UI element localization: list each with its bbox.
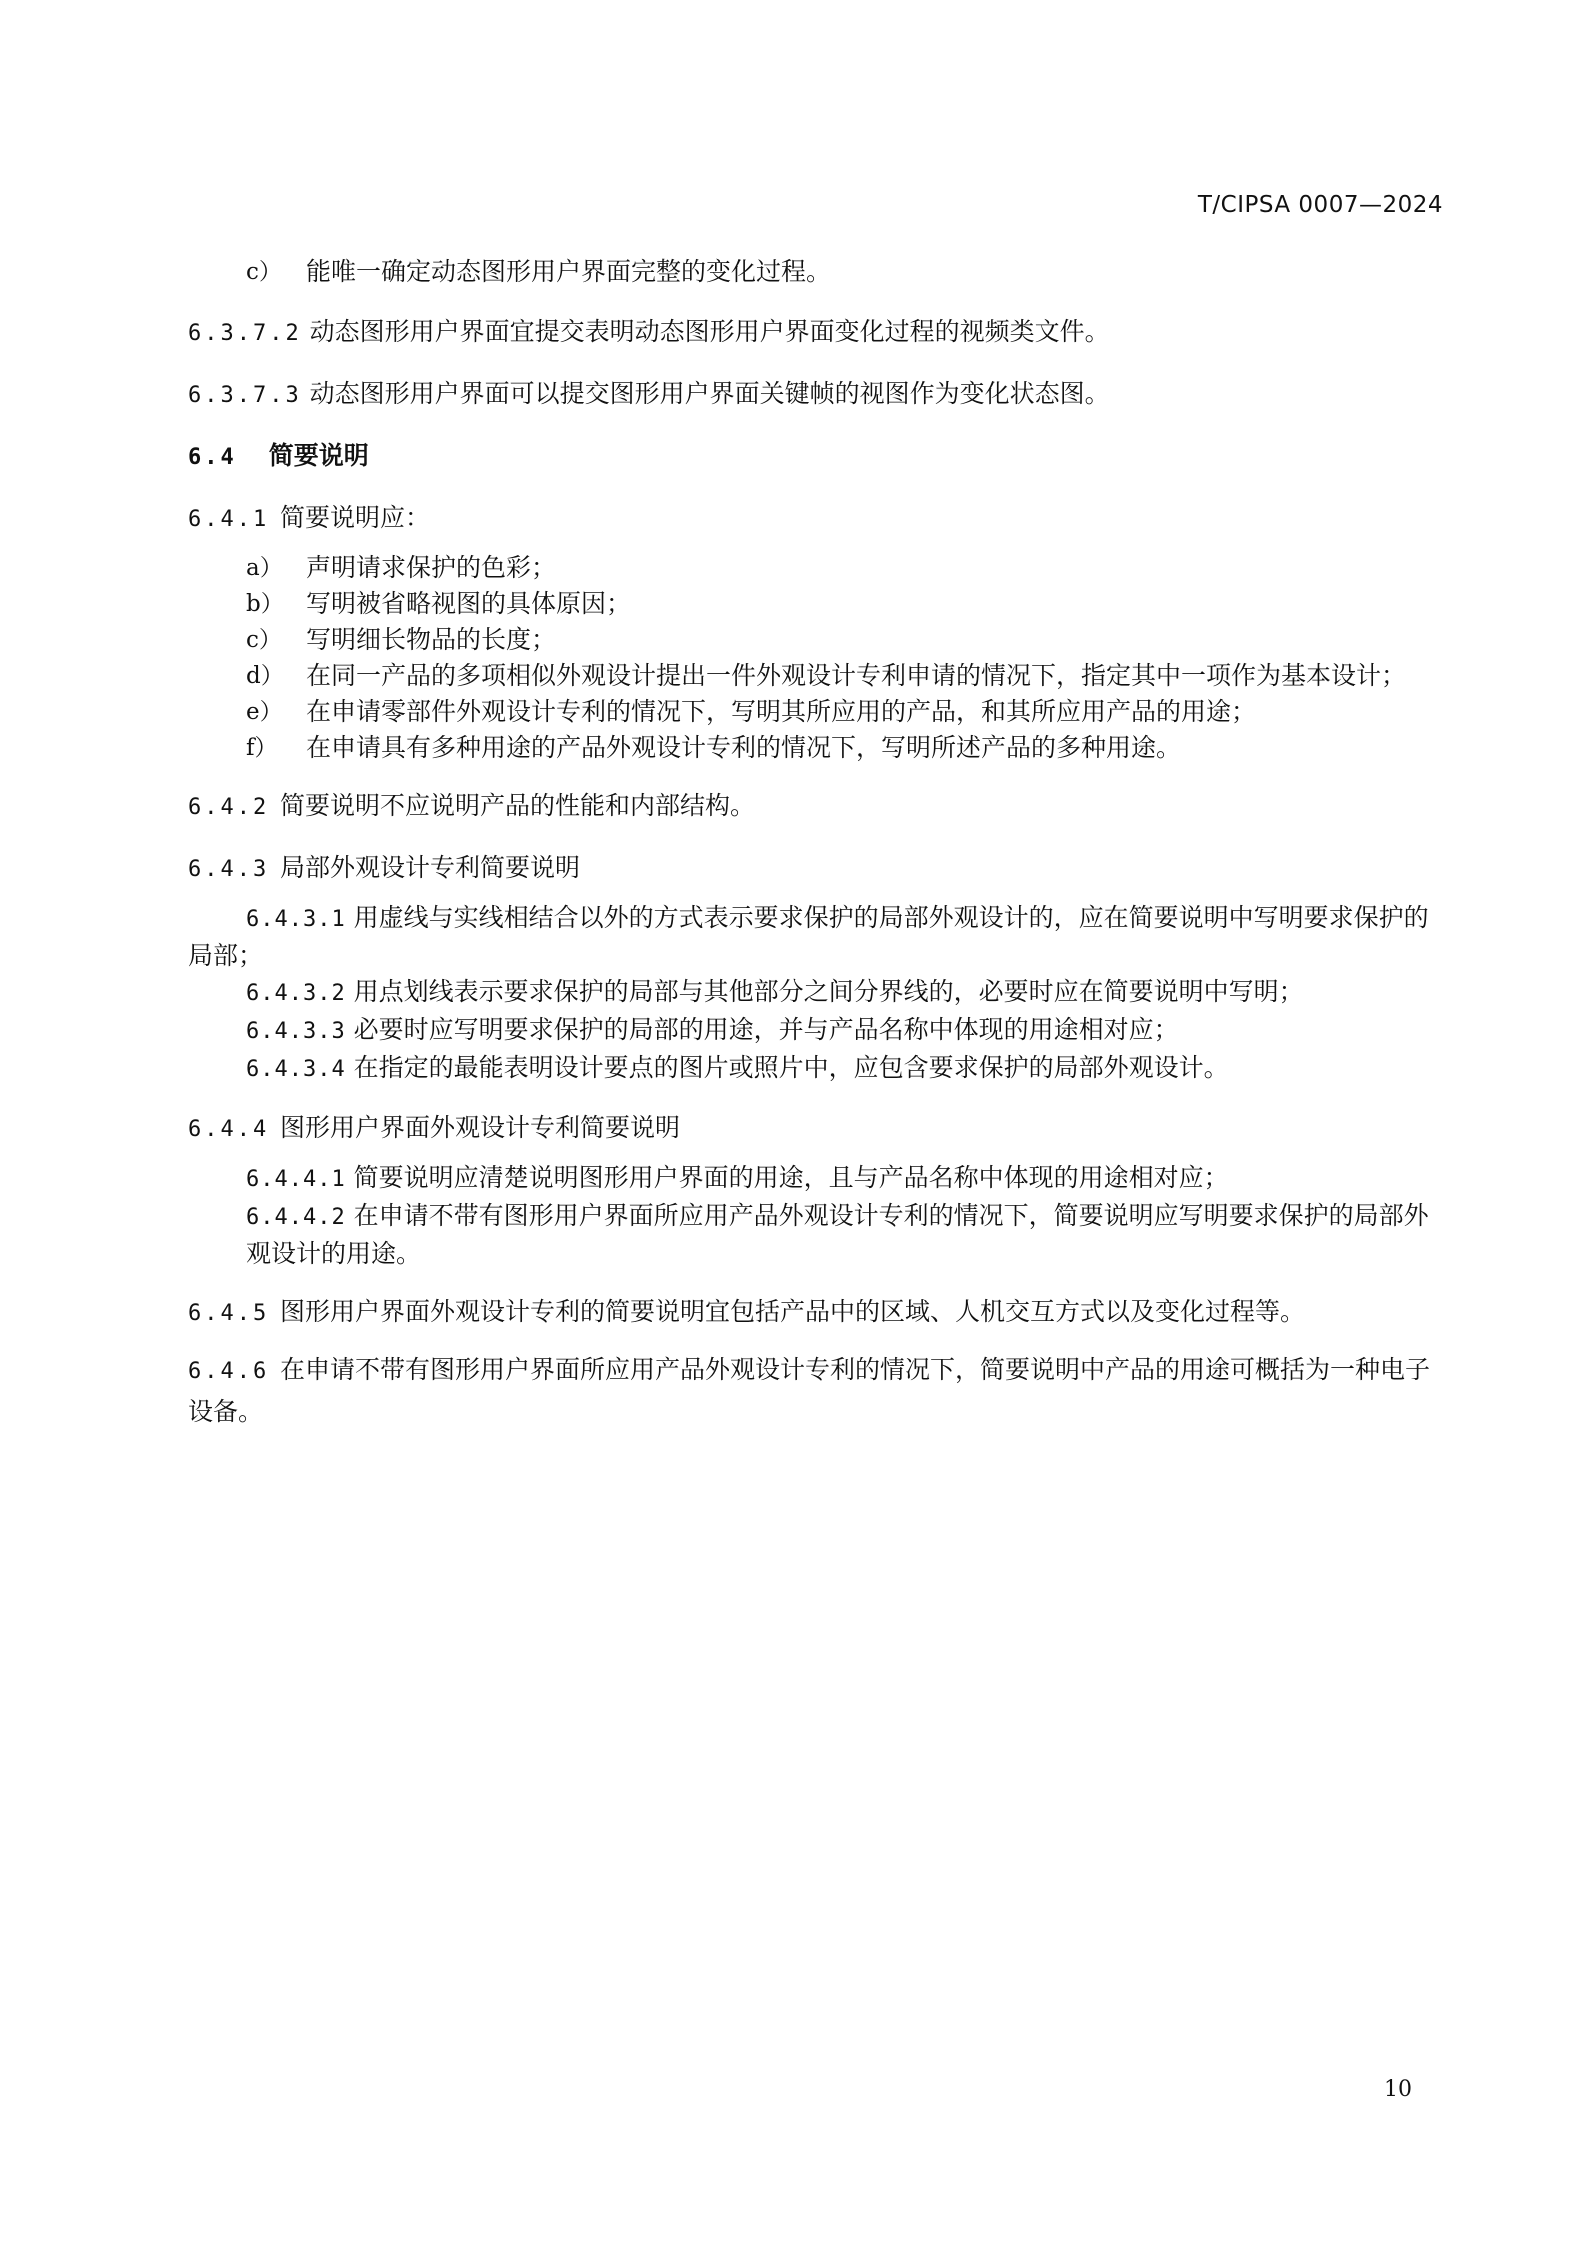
list-item-c (188, 622, 1445, 658)
clause-number: 6.4.5 (188, 1301, 270, 1326)
subclause-text: 简要说明应清楚说明图形用户界面的用途，且与产品名称中体现的用途相对应； (353, 1163, 1229, 1192)
list-item-b (188, 586, 1445, 622)
clause-text: 图形用户界面外观设计专利的简要说明宜包括产品中的区域、人机交互方式以及变化过程等。 (279, 1297, 1305, 1326)
subclause-6-4-4-2 (188, 1198, 1445, 1272)
standard-code-header: T/CIPSA 0007—2024 (1197, 192, 1443, 218)
section-number: 6.4 (188, 445, 237, 470)
subclause-number: 6.4.4.1 (246, 1167, 346, 1192)
clause-text: 动态图形用户界面宜提交表明动态图形用户界面变化过程的视频类文件。 (309, 317, 1110, 346)
list-item-e (188, 694, 1445, 730)
section-title: 简要说明 (268, 441, 369, 470)
subclause-6-4-3-1 (188, 900, 1445, 974)
clause-6-4-4 (188, 1106, 1445, 1152)
list-mark: f） (246, 735, 278, 761)
clause-text: 简要说明应： (279, 503, 430, 532)
clause-6-4-3-subclauses (188, 900, 1445, 1088)
list-mark: d） (246, 663, 284, 689)
clause-number: 6.4.4 (188, 1117, 270, 1142)
subclause-text: 用点划线表示要求保护的局部与其他部分之间分界线的，必要时应在简要说明中写明； (353, 977, 1304, 1006)
list-item-f (188, 730, 1445, 766)
subclause-number: 6.4.3.1 (246, 907, 346, 932)
subclause-6-4-3-2 (188, 974, 1445, 1012)
clause-number: 6.4.1 (188, 507, 270, 532)
list-mark: c） (246, 259, 282, 285)
list-item-a (188, 550, 1445, 586)
clause-6-4-2 (188, 784, 1445, 830)
list-mark: a） (246, 555, 283, 581)
clause-text: 在申请不带有图形用户界面所应用产品外观设计专利的情况下，简要说明中产品的用途可概括为一种电子设备。 (188, 1355, 1430, 1426)
subclause-number: 6.4.3.3 (246, 1019, 346, 1044)
list-item-text: 写明被省略视图的具体原因； (306, 589, 632, 618)
clause-6-3-7-2 (188, 310, 1445, 356)
list-item-text: 在同一产品的多项相似外观设计提出一件外观设计专利申请的情况下，指定其中一项作为基本设计； (306, 661, 1407, 690)
clause-text: 动态图形用户界面可以提交图形用户界面关键帧的视图作为变化状态图。 (309, 379, 1110, 408)
clause-6-4-1-list (188, 550, 1445, 766)
page-number: 10 (1384, 2077, 1412, 2102)
list-item-text: 在申请零部件外观设计专利的情况下，写明其所应用的产品，和其所应用产品的用途； (306, 697, 1257, 726)
clause-number: 6.4.3 (188, 857, 270, 882)
list-mark: c） (246, 627, 282, 653)
clause-text: 图形用户界面外观设计专利简要说明 (279, 1113, 680, 1142)
subclause-text: 在申请不带有图形用户界面所应用产品外观设计专利的情况下，简要说明应写明要求保护的局部外观设计的用途。 (246, 1201, 1429, 1268)
clause-number: 6.4.6 (188, 1359, 270, 1384)
list-item-text: 在申请具有多种用途的产品外观设计专利的情况下，写明所述产品的多种用途。 (306, 733, 1182, 762)
subclause-text: 在指定的最能表明设计要点的图片或照片中，应包含要求保护的局部外观设计。 (353, 1053, 1229, 1082)
subclause-6-4-4-1 (188, 1160, 1445, 1198)
clause-6-3-7-3 (188, 372, 1445, 418)
clause-6-4-4-subclauses (188, 1160, 1445, 1272)
subclause-6-4-3-3 (188, 1012, 1445, 1050)
subclause-6-4-3-4 (188, 1050, 1445, 1088)
list-item-c (188, 250, 1445, 294)
section-6-4-heading (188, 434, 1445, 480)
clause-6-4-5 (188, 1290, 1445, 1336)
list-item-text: 写明细长物品的长度； (306, 625, 557, 654)
list-mark: b） (246, 591, 284, 617)
list-item-text: 声明请求保护的色彩； (306, 553, 557, 582)
subclause-text: 用虚线与实线相结合以外的方式表示要求保护的局部外观设计的，应在简要说明中写明要求保护的局部； (188, 903, 1429, 970)
list-item-text: 能唯一确定动态图形用户界面完整的变化过程。 (306, 257, 832, 286)
clause-number: 6.4.2 (188, 795, 270, 820)
list-item-d (188, 658, 1445, 694)
document-body (188, 250, 1445, 1432)
clause-6-4-3 (188, 846, 1445, 892)
subclause-number: 6.4.4.2 (246, 1205, 346, 1230)
clause-number: 6.3.7.3 (188, 383, 302, 408)
clause-text: 局部外观设计专利简要说明 (279, 853, 580, 882)
subclause-number: 6.4.3.2 (246, 981, 346, 1006)
clause-6-4-1 (188, 496, 1445, 542)
clause-6-4-6 (188, 1350, 1445, 1432)
subclause-text: 必要时应写明要求保护的局部的用途，并与产品名称中体现的用途相对应； (353, 1015, 1179, 1044)
list-mark: e） (246, 699, 283, 725)
clause-text: 简要说明不应说明产品的性能和内部结构。 (279, 791, 755, 820)
clause-number: 6.3.7.2 (188, 321, 302, 346)
subclause-number: 6.4.3.4 (246, 1057, 346, 1082)
